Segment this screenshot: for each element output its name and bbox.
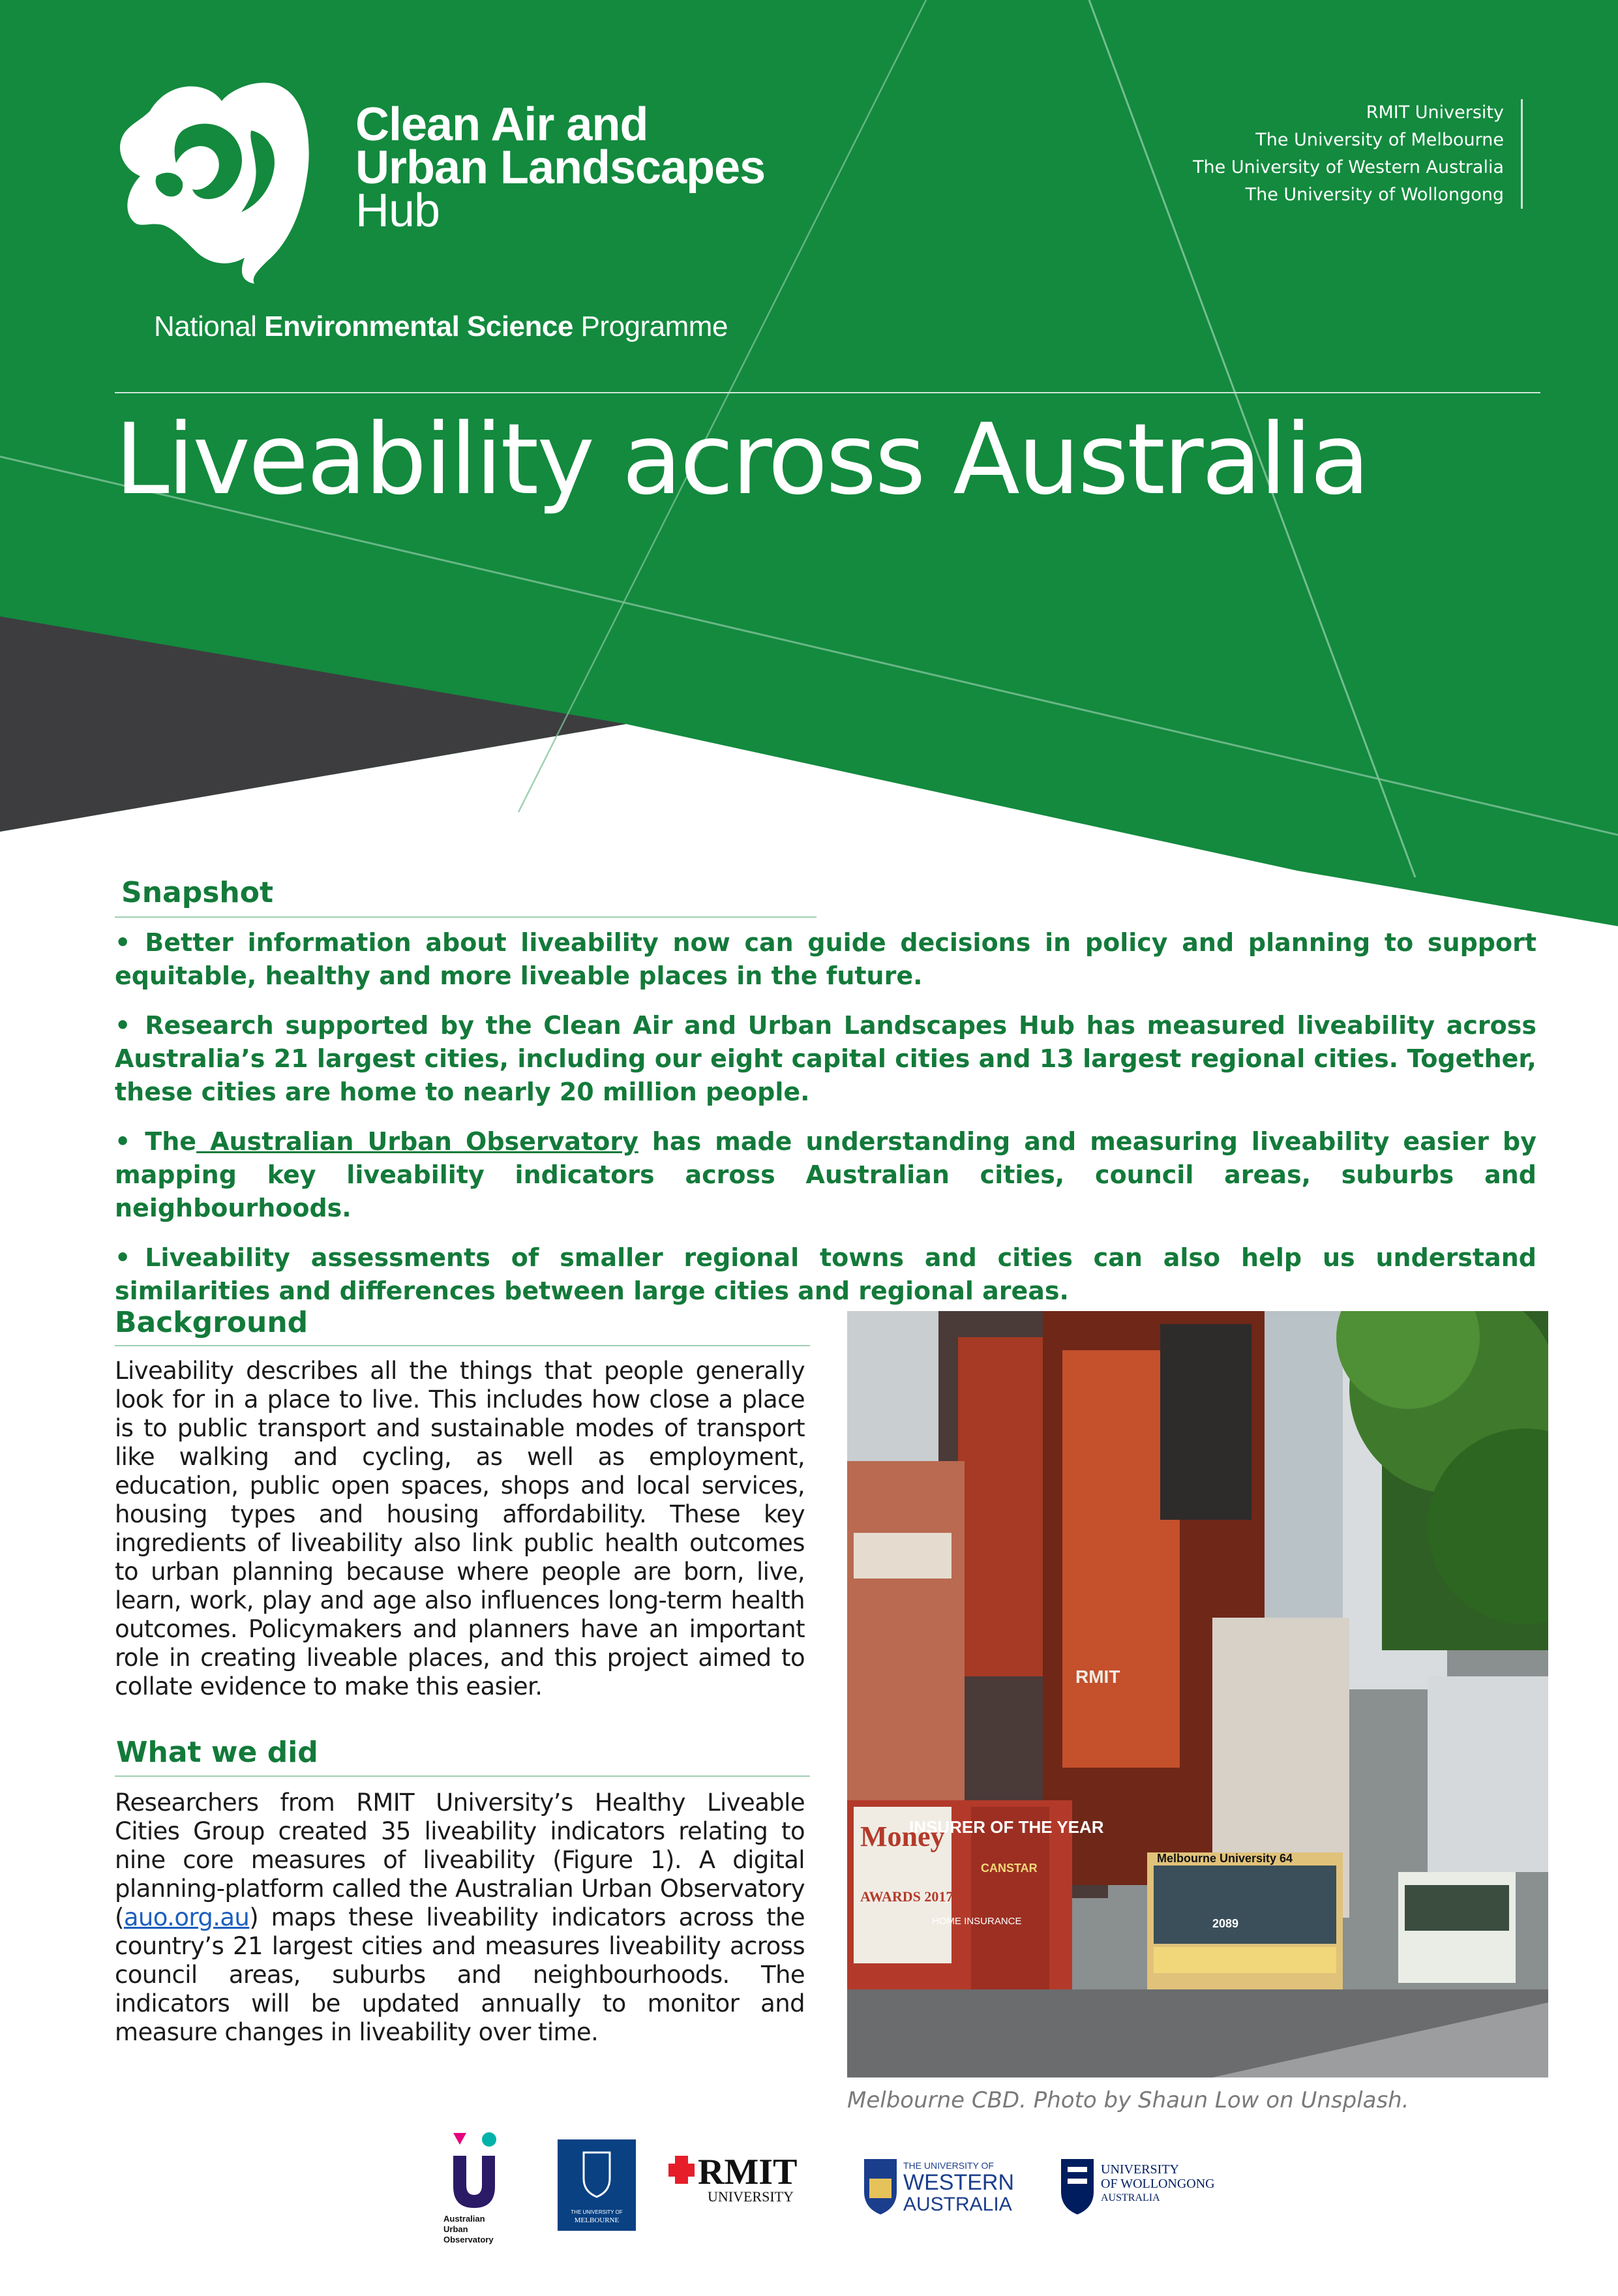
rmit-logo-subtext: UNIVERSITY [708,2188,794,2205]
photo-ad-awards: AWARDS 2017 [860,1888,953,1905]
melb-logo-text-1: THE UNIVERSITY OF [571,2209,623,2215]
page-title: Liveability across Australia [115,403,1368,517]
hub-name [355,98,766,237]
photo-building-sign: RMIT [1075,1667,1120,1687]
photo-ad-canstar: CANSTAR [981,1862,1038,1875]
background-heading: Background [115,1306,308,1339]
bullet-icon: • [115,1243,131,1272]
hub-emblem-icon [111,72,326,287]
auo-website-link[interactable]: auo.org.au [123,1903,250,1931]
unimelb-logo [558,2139,636,2231]
background-divider [115,1345,810,1346]
partner-2: The University of Melbourne [1255,130,1504,150]
what-we-did-text-2: ) maps these liveability indicators across the country’s 21 largest cities and measures liveability across council areas, suburbs and neighbourhoods. The indicators will be updated annually to monitor and measure changes in liveability over time. [115,1903,805,2046]
snapshot-heading: Snapshot [121,876,273,909]
photo-tram-sign: Melbourne University 64 [1157,1852,1293,1865]
uwa-logo [864,2159,1014,2215]
nesp-prefix: National [154,310,265,342]
partner-4: The University of Wollongong [1245,185,1504,205]
header-divider [115,392,1540,393]
nesp-bold: Environmental Science [264,310,573,342]
bullet-icon: • [115,1127,131,1156]
what-we-did-text [115,1789,805,2047]
what-we-did-heading: What we did [116,1736,318,1769]
partner-logos [443,2126,1259,2250]
rmit-logo [668,2152,797,2205]
snapshot-item [115,1009,1536,1109]
photo-ad-budget: Budget Direct [867,1974,935,1986]
snapshot-item [115,1241,1536,1308]
snapshot-item-text: has made understanding and measuring liveability easier by mapping key liveability indicators across Australian cities, council areas, suburbs and neighbourhoods. [115,1127,1536,1222]
auo-logo-text-1: Australian [443,2214,485,2224]
auo-logo-text-2: Urban [443,2224,468,2234]
uow-logo-text-1: UNIVERSITY [1101,2162,1179,2177]
snapshot-item-text: Research supported by the Clean Air and Urban Landscapes Hub has measured liveability across Australia’s 21 largest cities, including our eight capital cities and 13 largest regional cities. Together, these cities are home to nearly 20 million people. [115,1011,1536,1106]
snapshot-item-text: Better information about liveability now can guide decisions in policy and planning to support equitable, healthy and more liveable places in the future. [115,928,1536,990]
auo-link[interactable]: Australian Urban Observatory [196,1127,638,1156]
nesp-programme [154,310,728,343]
uwa-logo-text-1: THE UNIVERSITY OF [903,2160,994,2171]
melb-logo-text-2: MELBOURNE [574,2216,620,2224]
uow-logo-text-2: OF WOLLONGONG [1101,2177,1215,2191]
snapshot-item [115,926,1536,993]
uwa-logo-text-2: WESTERN [903,2170,1014,2195]
partner-3: The University of Western Australia [1193,157,1504,177]
snapshot-item-text: Liveability assessments of smaller regional towns and cities can also help us understand similarities and differences between large cities and regional areas. [115,1243,1536,1305]
photo-ad-home: HOME INSURANCE [932,1916,1022,1927]
snapshot-divider [115,916,816,918]
snapshot-item [115,1125,1536,1225]
bullet-icon: • [115,928,131,957]
photo-caption: Melbourne CBD. Photo by Shaun Low on Unsplash. [847,2087,1409,2113]
snapshot-item-text: The [145,1127,197,1156]
photo-banner-text: INSURER OF THE YEAR [909,1817,1104,1837]
uwa-logo-text-3: AUSTRALIA [903,2194,1012,2215]
nesp-suffix: Programme [573,310,728,342]
uow-logo [1061,2159,1215,2214]
auo-logo [443,2132,496,2244]
hub-name-line1: Clean Air and [355,98,648,151]
uow-logo-text-3: AUSTRALIA [1101,2192,1160,2203]
photo-tram-number: 2089 [1212,1917,1239,1930]
snapshot-list [115,926,1536,1324]
hub-name-line3: Hub [355,185,440,237]
photo-ad-money: Money [860,1820,945,1852]
auo-logo-text-3: Observatory [443,2235,494,2244]
what-we-did-text-1: Researchers from RMIT University’s Healthy Liveable Cities Group created 35 liveability indicators relating to nine core measures of liveability (Figure 1). A digital planning-platform called the Australian Urban Observatory ( [115,1789,805,1931]
what-we-did-divider [115,1775,810,1777]
partner-1: RMIT University [1366,102,1504,123]
bullet-icon: • [115,1011,131,1040]
rmit-logo-text: RMIT [698,2152,798,2192]
background-text: Liveability describes all the things that people generally look for in a place to live. This includes how close a place is to public transport and sustainable modes of transport like walking and cycling, as well as employment, education, public open spaces, shops and local services, housing types and housing affordability. These key ingredients of liveability also link public health outcomes to urban planning because where people are born, live, learn, work, play and age also influences long-term health outcomes. Policymakers and planners have an important role in creating liveable places, and this project aimed to collate evidence to make this easier. [115,1357,805,1700]
hub-name-line2: Urban Landscapes [355,142,766,194]
partner-universities [1193,99,1523,209]
melbourne-cbd-photo [847,1311,1548,2077]
